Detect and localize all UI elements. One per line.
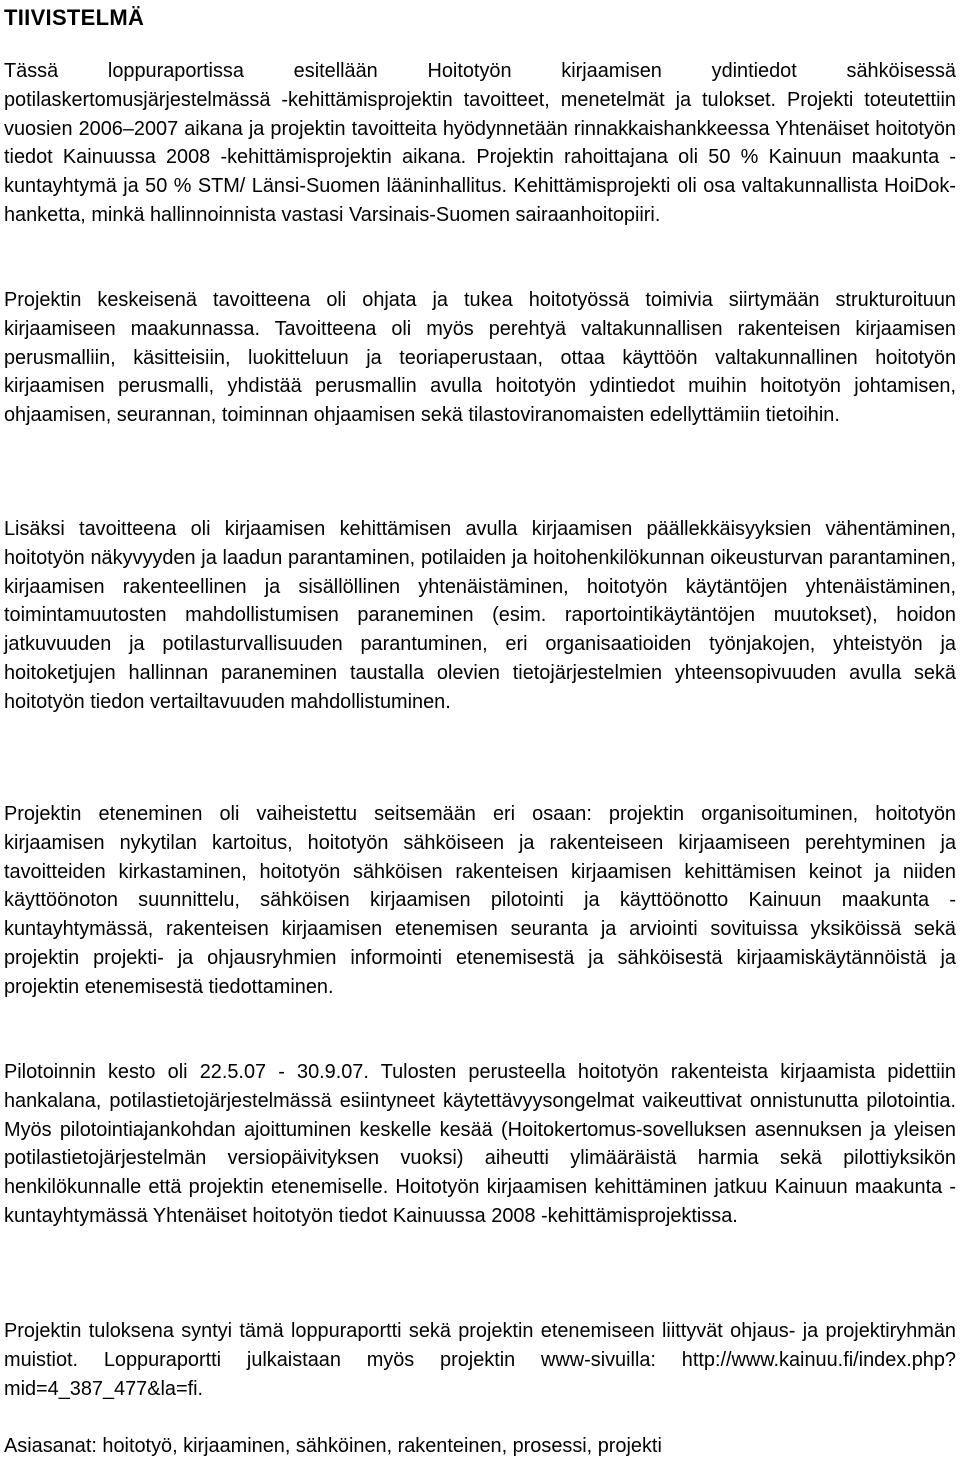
paragraph-pilot-results: Pilotoinnin kesto oli 22.5.07 - 30.9.07. Tulosten perusteella hoitotyön rakenteista kirjaamista pidettiin hankalana, potilastietojärjestelmässä esiintyneet käytettävyysongelmat vaikeuttivat onnistunutta pilotointia. Myös pilotointiajankohdan ajoittuminen keskelle kesää (Hoitokertomus-sovelluksen asennuksen ja yleisen potilastietojärjestelmän versiopäivityksen vuoksi) aiheutti ylimääräistä harmia sekä pilottiyksikön henkilökunnalle että projektin etenemiselle. Hoitotyön kirjaamisen kehittäminen jatkuu Kainuun maakunta -kuntayhtymässä Yhtenäiset hoitotyön tiedot Kainuussa 2008 -kehittämisprojektissa. xyxy=(4,1061,956,1227)
keywords: Asiasanat: hoitotyö, kirjaaminen, sähköinen, rakenteinen, prosessi, projekti xyxy=(4,1435,662,1457)
paragraph-additional-goals: Lisäksi tavoitteena oli kirjaamisen kehittämisen avulla kirjaamisen päällekkäisyyksien vähentäminen, hoitotyön näkyvyyden ja laadun parantaminen, potilaiden ja hoitohenkilökunnan oikeusturvan parantaminen, kirjaamisen rakenteellinen ja sisällöllinen yhtenäistäminen, hoitotyön käytäntöjen yhtenäistäminen, toimintamuutosten mahdollistumisen paraneminen (esim. raportointikäytäntöjen muutokset), hoidon jatkuvuuden ja potilasturvallisuuden parantuminen, eri organisaatioiden työnjakojen, yhteistyön ja hoitoketjujen hallinnan paraneminen taustalla olevien tietojärjestelmien yhteensopivuuden avulla sekä hoitotyön tiedon vertailtavuuden mahdollistuminen. xyxy=(4,518,956,713)
page-title: TIIVISTELMÄ xyxy=(4,5,145,30)
paragraph-goals: Projektin keskeisenä tavoitteena oli ohjata ja tukea hoitotyössä toimivia siirtymään strukturoituun kirjaamiseen maakunnassa. Tavoitteena oli myös perehtyä valtakunnallisen rakenteisen kirjaamisen perusmalliin, käsitteisiin, luokitteluun ja teoriaperustaan, ottaa käyttöön valtakunnallinen hoitotyön kirjaamisen perusmalli, yhdistää perusmallin avulla hoitotyön ydintiedot muihin hoitotyön johtamisen, ohjaamisen, seurannan, toiminnan ohjaamisen sekä tilastoviranomaisten edellyttämiin tietoihin. xyxy=(4,289,956,426)
paragraph-outcomes: Projektin tuloksena syntyi tämä loppuraportti sekä projektin etenemiseen liittyvät ohjaus- ja projektiryhmän muistiot. Loppuraportti julkaistaan myös projektin www-sivuilla: http://www.kainuu.fi/index.php?mid=4_387_477&la=fi. xyxy=(4,1320,956,1400)
paragraph-project-phases: Projektin eteneminen oli vaiheistettu seitsemään eri osaan: projektin organisoituminen, hoitotyön kirjaamisen nykytilan kartoitus, hoitotyön sähköiseen ja rakenteiseen kirjaamiseen perehtyminen ja tavoitteiden kirkastaminen, hoitotyön sähköisen rakenteisen kirjaamisen kehittämisen keinot ja niiden käyttöönoton suunnittelu, sähköisen kirjaamisen pilotointi ja käyttöönotto Kainuun maakunta -kuntayhtymässä, rakenteisen kirjaamisen etenemisen seuranta ja arviointi sovituissa yksiköissä sekä projektin projekti- ja ohjausryhmien informointi etenemisestä ja sähköisestä kirjaamiskäytännöistä ja projektin etenemisestä tiedottaminen. xyxy=(4,803,956,998)
paragraph-introduction: Tässä loppuraportissa esitellään Hoitotyön kirjaamisen ydintiedot sähköisessä potilaskertomusjärjestelmässä -kehittämisprojektin tavoitteet, menetelmät ja tulokset. Projekti toteutettiin vuosien 2006–2007 aikana ja projektin tavoitteita hyödynnetään rinnakkaishankkeessa Yhtenäiset hoitotyön tiedot Kainuussa 2008 -kehittämisprojektin aikana. Projektin rahoittajana oli 50 % Kainuun maakunta -kuntayhtymä ja 50 % STM/ Länsi-Suomen lääninhallitus. Kehittämisprojekti oli osa valtakunnallista HoiDok-hanketta, minkä hallinnoinnista vastasi Varsinais-Suomen sairaanhoitopiiri. xyxy=(4,60,956,226)
